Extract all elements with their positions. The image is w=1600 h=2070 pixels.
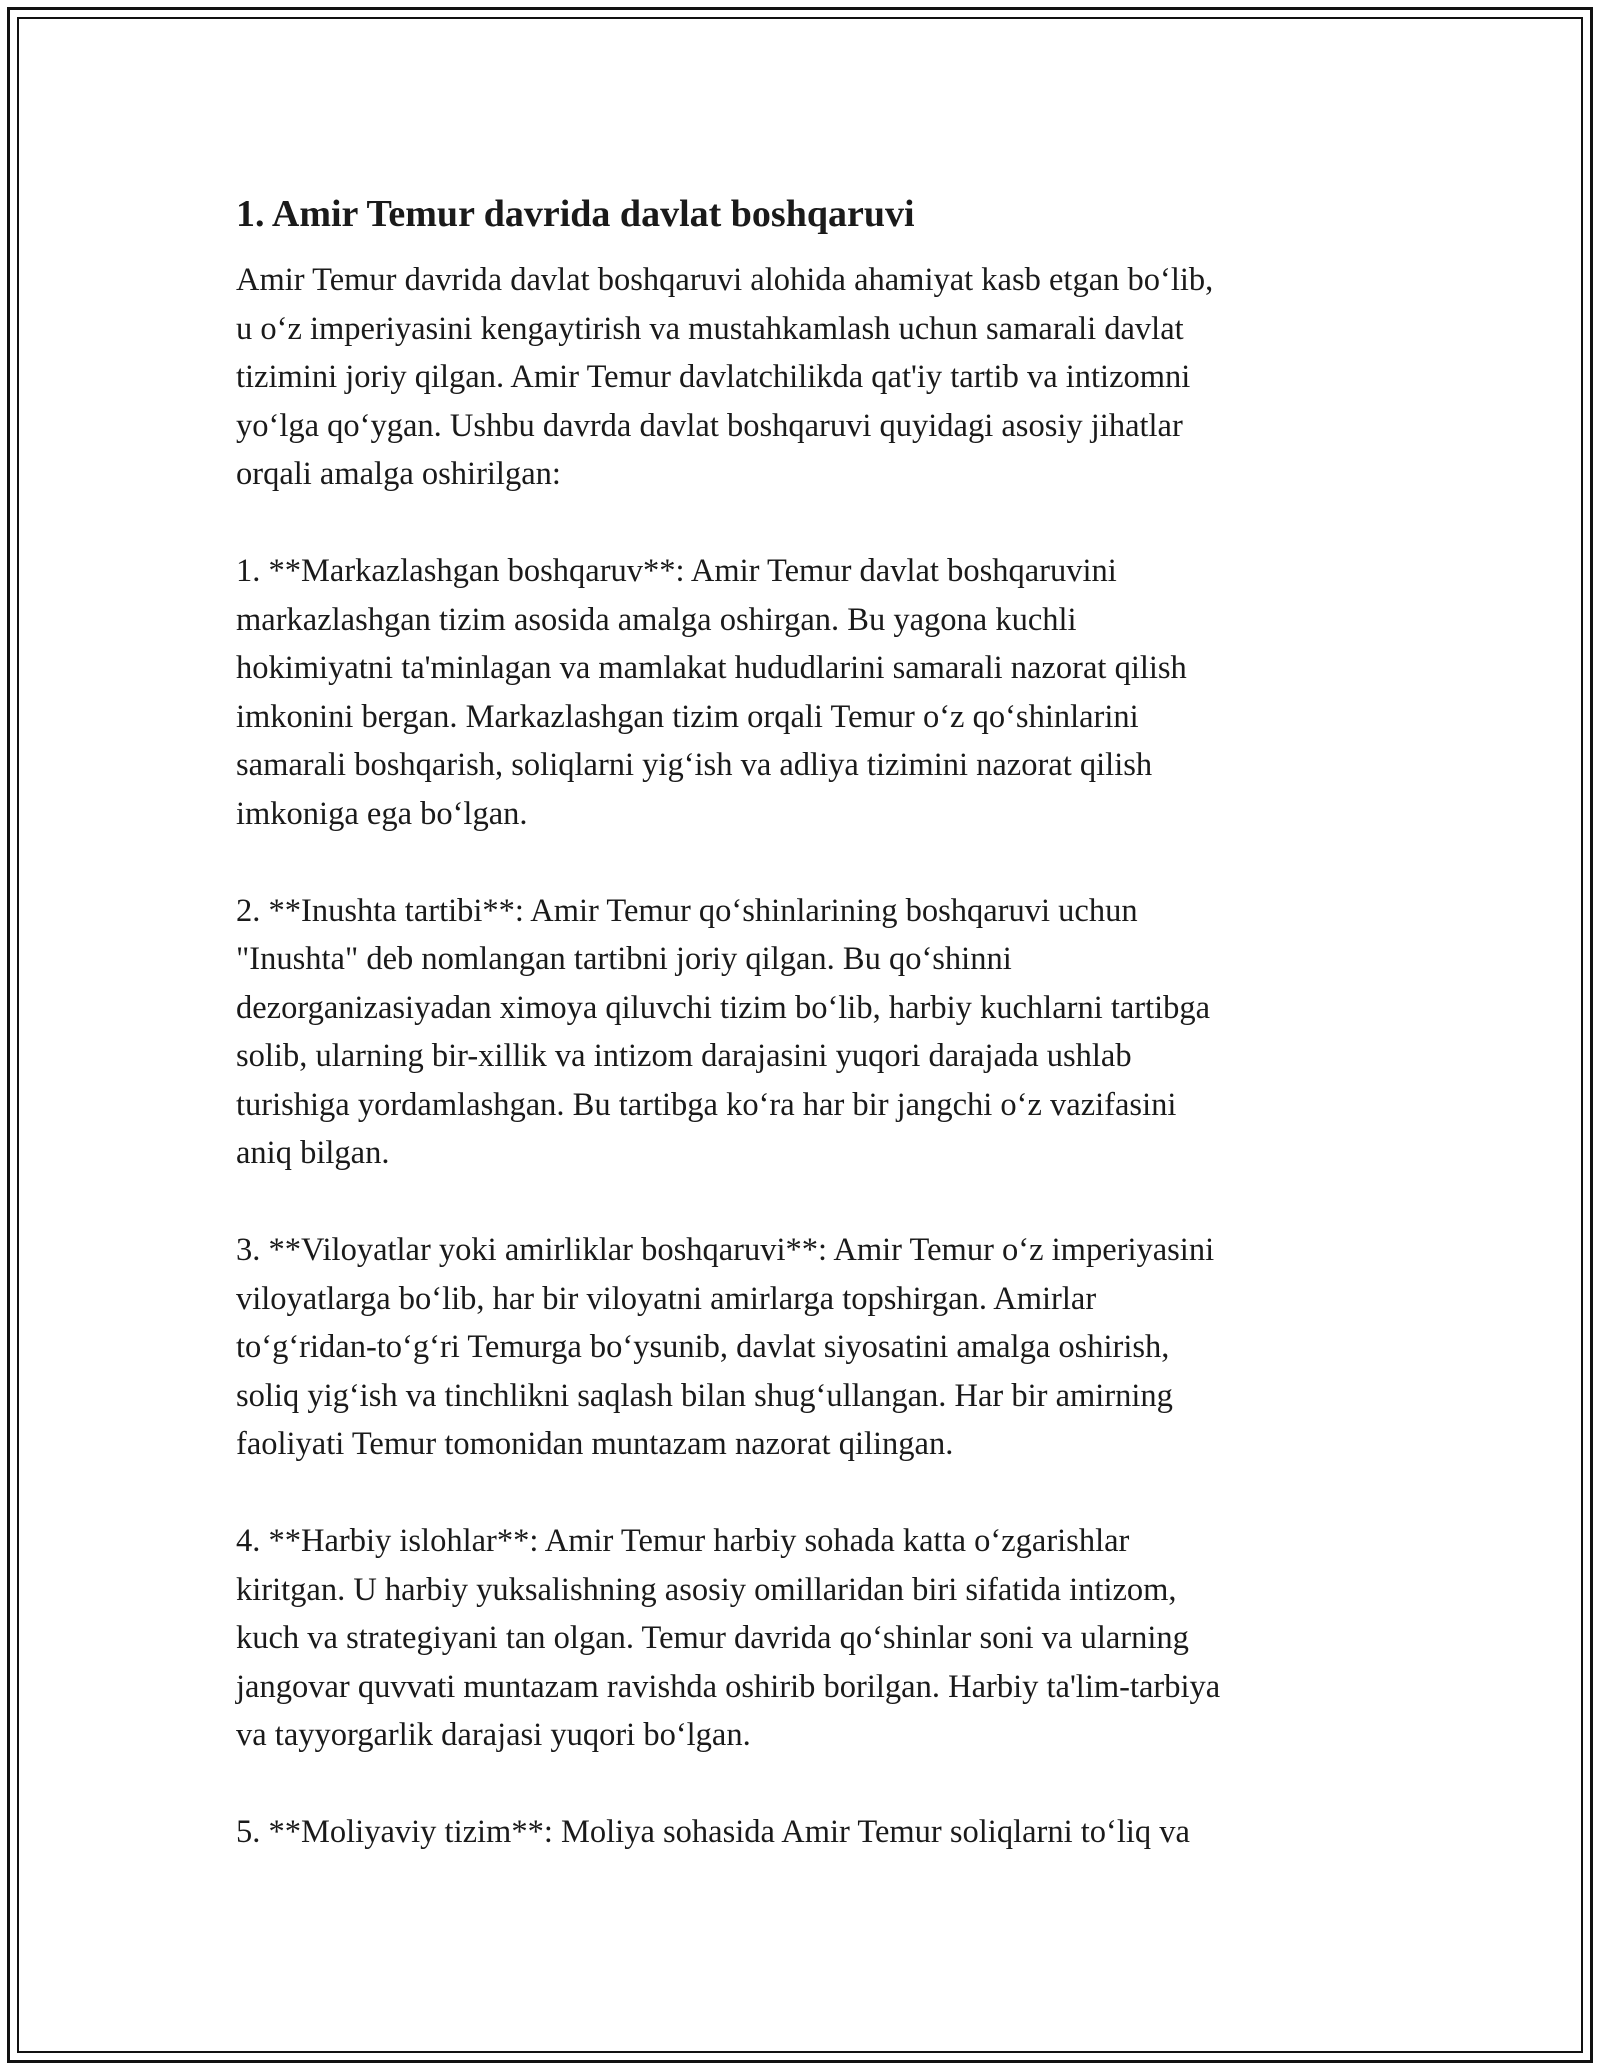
paragraph-centralized-governance: 1. **Markazlashgan boshqaruv**: Amir Temur davlat boshqaruvini markazlashgan tizim asosida amalga oshirgan. Bu yagona kuchli hokimiyatni ta'minlagan va mamlakat hududlarini samarali nazorat qilish imkonini bergan. Markazlashgan tizim orqali Temur o‘z qo‘shinlarini samarali boshqarish, soliqlarni yig‘ish va adliya tizimini nazorat qilish imkoniga ega bo‘lgan.: [236, 553, 1187, 832]
intro-paragraph: Amir Temur davrida davlat boshqaruvi alohida ahamiyat kasb etgan bo‘lib, u o‘z imperiyasini kengaytirish va mustahkamlash uchun samarali davlat tizimini joriy qilgan. Amir Temur davlatchilikda qat'iy tartib va intizomni yo‘lga qo‘ygan. Ushbu davrda davlat boshqaruvi quyidagi asosiy jihatlar orqali amalga oshirilgan:: [236, 262, 1214, 492]
paragraph-military-reforms: 4. **Harbiy islohlar**: Amir Temur harbiy sohada katta o‘zgarishlar kiritgan. U harbiy yuksalishning asosiy omillaridan biri sifatida intizom, kuch va strategiyani tan olgan. Temur davrida qo‘shinlar soni va ularning jangovar quvvati muntazam ravishda oshirib borilgan. Harbiy ta'lim-tarbiya va tayyorgarlik darajasi yuqori bo‘lgan.: [236, 1523, 1221, 1753]
document-body: [236, 188, 1366, 1857]
paragraph-financial-system: 5. **Moliyaviy tizim**: Moliya sohasida Amir Temur soliqlarni to‘liq va: [236, 1814, 1190, 1850]
paragraph-inushta-order: 2. **Inushta tartibi**: Amir Temur qo‘shinlarining boshqaruvi uchun "Inushta" deb nomlangan tartibni joriy qilgan. Bu qo‘shinni dezorganizasiyadan ximoya qiluvchi tizim bo‘lib, harbiy kuchlarni tartibga solib, ularning bir-xillik va intizom darajasini yuqori darajada ushlab turishiga yordamlashgan. Bu tartibga ko‘ra har bir jangchi o‘z vazifasini aniq bilgan.: [236, 892, 1211, 1171]
section-heading: 1. Amir Temur davrida davlat boshqaruvi: [236, 193, 915, 235]
paragraph-provinces-governance: 3. **Viloyatlar yoki amirliklar boshqaruvi**: Amir Temur o‘z imperiyasini viloyatlarga bo‘lib, har bir viloyatni amirlarga topshirgan. Amirlar to‘g‘ridan-to‘g‘ri Temurga bo‘ysunib, davlat siyosatini amalga oshirish, soliq yig‘ish va tinchlikni saqlash bilan shug‘ullangan. Har bir amirning faoliyati Temur tomonidan muntazam nazorat qilingan.: [236, 1232, 1215, 1462]
